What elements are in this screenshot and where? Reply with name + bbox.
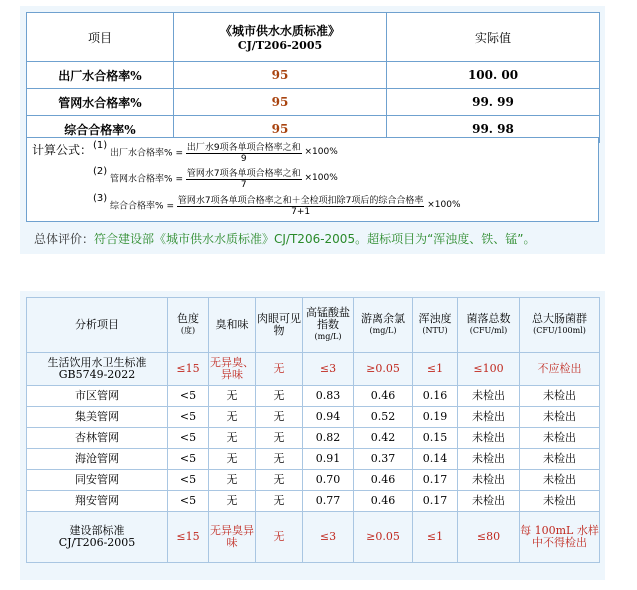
row-standard: 95 [174, 62, 387, 89]
cell-value: 0.16 [413, 386, 458, 407]
formula-denominator: 7+1 [291, 207, 311, 217]
water-quality-table [26, 297, 600, 563]
header-unit: (CFU/100ml) [533, 326, 586, 335]
cell-value: 0.52 [354, 407, 413, 428]
cell-value: <5 [168, 428, 209, 449]
formula-index: (3) [93, 193, 108, 204]
cell-value: 0.77 [303, 491, 354, 512]
cell-value: 无 [256, 407, 303, 428]
row-actual: 99. 98 [387, 116, 600, 143]
standard-value: ≤1 [413, 353, 458, 386]
standard-value: ≤100 [458, 353, 520, 386]
standard-value: 每 100mL 水样中不得检出 [520, 512, 600, 563]
cell-value: 0.17 [413, 491, 458, 512]
header-label: 分析项目 [75, 318, 119, 331]
calc-label: 计算公式： [32, 143, 93, 157]
water-quality-panel [20, 291, 605, 580]
cell-value: 无 [209, 386, 256, 407]
formula-tail: ×100% [427, 200, 461, 210]
cell-value: 0.15 [413, 428, 458, 449]
standard-name-line: GB5749-2022 [58, 368, 136, 381]
overall-evaluation [34, 230, 536, 247]
formula-lhs: 综合合格率% = [110, 201, 175, 212]
cell-value: <5 [168, 386, 209, 407]
standard-value: ≥0.05 [354, 512, 413, 563]
standard-name [27, 512, 168, 563]
standard-value: 无异臭、异味 [209, 353, 256, 386]
header-label: 臭和味 [215, 318, 249, 331]
table-row [27, 470, 600, 491]
standard-name-line: CJ/T206-2005 [58, 536, 136, 549]
cell-value: 0.14 [413, 449, 458, 470]
cell-value: 无 [209, 428, 256, 449]
standard-row-gb5749 [27, 353, 600, 386]
standard-code: CJ/T206-2005 [237, 39, 323, 52]
standard-value: 无 [256, 512, 303, 563]
header-label: 游离余氯 [361, 312, 405, 325]
cell-value: 未检出 [520, 491, 600, 512]
header-label: 浑浊度 [418, 312, 452, 325]
cell-value: 0.17 [413, 470, 458, 491]
header-turbidity [413, 298, 458, 353]
formula-numerator: 出厂水9项各单项合格率之和 [186, 140, 302, 154]
formula-index: (1) [93, 140, 108, 151]
standard-value: 不应检出 [520, 353, 600, 386]
cell-value: 无 [256, 428, 303, 449]
cell-value: 未检出 [458, 407, 520, 428]
formula-lhs: 出厂水合格率% = [110, 148, 184, 159]
table-row [27, 386, 600, 407]
cell-value: 未检出 [520, 470, 600, 491]
standard-name-line: 生活饮用水卫生标准 [47, 356, 147, 369]
header-visible-matter [256, 298, 303, 353]
header-colony-count [458, 298, 520, 353]
table-row [27, 407, 600, 428]
summary-label: 总体评价： [34, 232, 95, 246]
pass-rate-panel [20, 6, 605, 254]
cell-value: 0.70 [303, 470, 354, 491]
cell-value: 未检出 [520, 428, 600, 449]
formula-denominator: 7 [240, 180, 247, 190]
standard-value: 无 [256, 353, 303, 386]
network-name: 海沧管网 [27, 449, 168, 470]
header-actual: 实际值 [387, 13, 600, 62]
header-coliform [520, 298, 600, 353]
row-standard: 95 [174, 116, 387, 143]
network-name: 集美管网 [27, 407, 168, 428]
cell-value: 0.37 [354, 449, 413, 470]
formula-tail: ×100% [304, 147, 338, 157]
row-actual: 100. 00 [387, 62, 600, 89]
standard-value: ≤1 [413, 512, 458, 563]
header-label: 高锰酸盐指数 [306, 306, 350, 331]
formula-numerator: 管网水7项各单项合格率之和 [186, 166, 302, 180]
pass-rate-table [26, 12, 600, 143]
cell-value: <5 [168, 470, 209, 491]
cell-value: 无 [256, 470, 303, 491]
standard-value: 无异臭异味 [209, 512, 256, 563]
cell-value: 0.83 [303, 386, 354, 407]
cell-value: 未检出 [520, 407, 600, 428]
standard-value: ≤3 [303, 512, 354, 563]
table-row [27, 449, 600, 470]
standard-row-cjt206 [27, 512, 600, 563]
cell-value: 未检出 [458, 470, 520, 491]
row-actual: 99. 99 [387, 89, 600, 116]
cell-value: 0.82 [303, 428, 354, 449]
header-unit: (mg/L) [314, 332, 342, 341]
cell-value: 未检出 [458, 386, 520, 407]
row-label: 出厂水合格率% [27, 62, 174, 89]
formula-fraction [186, 166, 302, 190]
cell-value: 0.46 [354, 491, 413, 512]
cell-value: 0.19 [413, 407, 458, 428]
cell-value: 无 [256, 449, 303, 470]
cell-value: 无 [209, 491, 256, 512]
formula-fraction [177, 193, 424, 217]
standard-value: ≥0.05 [354, 353, 413, 386]
cell-value: 无 [256, 386, 303, 407]
standard-value: ≤15 [168, 353, 209, 386]
formula-denominator: 9 [240, 154, 247, 164]
header-unit: (mg/L) [369, 326, 397, 335]
standard-name [27, 353, 168, 386]
row-label: 综合合格率% [27, 116, 174, 143]
row-standard: 95 [174, 89, 387, 116]
network-name: 同安管网 [27, 470, 168, 491]
standard-value: ≤80 [458, 512, 520, 563]
formula-3 [93, 193, 461, 217]
header-analysis-item [27, 298, 168, 353]
header-unit: (度) [180, 326, 196, 335]
table-row [27, 428, 600, 449]
header-permanganate [303, 298, 354, 353]
pass-rate-header-row [27, 13, 600, 62]
cell-value: 0.91 [303, 449, 354, 470]
cell-value: 0.46 [354, 470, 413, 491]
standard-value: ≤3 [303, 353, 354, 386]
header-odor [209, 298, 256, 353]
cell-value: 无 [209, 407, 256, 428]
cell-value: 无 [209, 449, 256, 470]
cell-value: 未检出 [458, 428, 520, 449]
table-row [27, 89, 600, 116]
cell-value: 0.46 [354, 386, 413, 407]
header-unit: (NTU) [422, 326, 448, 335]
cell-value: 未检出 [520, 449, 600, 470]
formula-1 [93, 140, 338, 164]
formula-lhs: 管网水合格率% = [110, 174, 184, 185]
header-label: 总大肠菌群 [532, 312, 587, 325]
cell-value: 未检出 [458, 491, 520, 512]
formula-numerator: 管网水7项各单项合格率之和＋全检项扣除7项后的综合合格率 [177, 193, 424, 207]
cell-value: 无 [256, 491, 303, 512]
standard-value: ≤15 [168, 512, 209, 563]
cell-value: 无 [209, 470, 256, 491]
header-label: 色度 [177, 312, 199, 325]
header-label: 肉眼可见物 [257, 312, 301, 337]
cell-value: 未检出 [458, 449, 520, 470]
cell-value: 0.94 [303, 407, 354, 428]
table-row [27, 62, 600, 89]
formula-tail: ×100% [304, 173, 338, 183]
cell-value: 未检出 [520, 386, 600, 407]
header-free-chlorine [354, 298, 413, 353]
header-standard [174, 13, 387, 62]
formula-fraction [186, 140, 302, 164]
analysis-header-row [27, 298, 600, 353]
formula-index: (2) [93, 166, 108, 177]
cell-value: 0.42 [354, 428, 413, 449]
summary-text: 符合建设部《城市供水水质标准》CJ/T206-2005。超标项目为“浑浊度、铁、锰”。 [94, 232, 536, 246]
standard-name-line: 建设部标准 [69, 524, 125, 537]
table-row [27, 491, 600, 512]
cell-value: <5 [168, 449, 209, 470]
header-unit: (CFU/ml) [469, 326, 508, 335]
cell-value: <5 [168, 407, 209, 428]
standard-title: 《城市供水水质标准》 [219, 24, 340, 38]
network-name: 翔安管网 [27, 491, 168, 512]
cell-value: <5 [168, 491, 209, 512]
formula-2 [93, 166, 338, 190]
header-item: 项目 [27, 13, 174, 62]
row-label: 管网水合格率% [27, 89, 174, 116]
header-color [168, 298, 209, 353]
formula-box [26, 137, 599, 222]
header-label: 菌落总数 [466, 312, 511, 325]
network-name: 市区管网 [27, 386, 168, 407]
network-name: 杏林管网 [27, 428, 168, 449]
